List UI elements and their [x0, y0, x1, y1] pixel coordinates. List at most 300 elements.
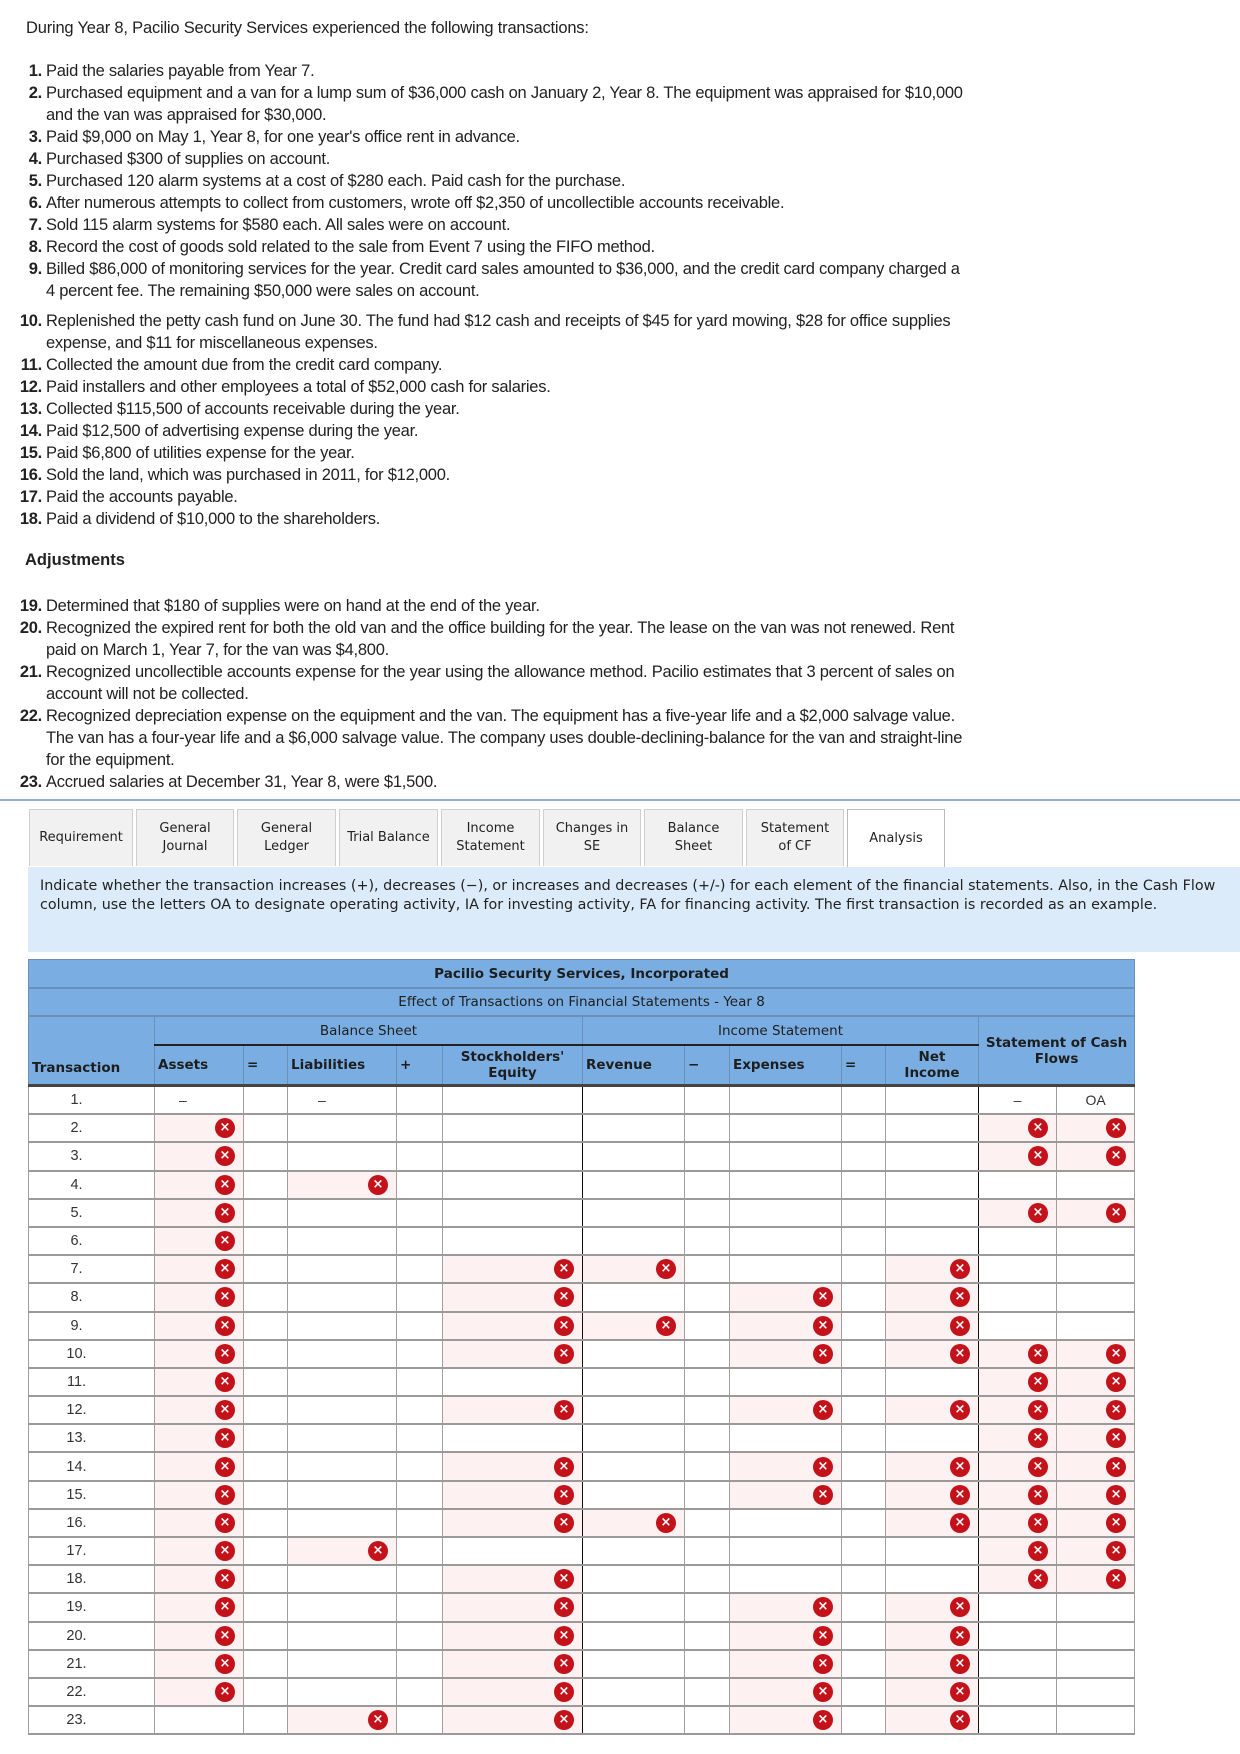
item-number: 15. — [19, 444, 42, 462]
equals-cell — [244, 1424, 288, 1452]
assets-cell[interactable] — [155, 1537, 244, 1565]
item-number: 17. — [19, 488, 42, 506]
table-row — [29, 1199, 1135, 1227]
incorrect-icon: × — [950, 1710, 970, 1730]
net-income-cell[interactable] — [886, 1199, 979, 1227]
item-text-line: Purchased 120 alarm systems at a cost of $280 each. Paid cash for the purchase. — [46, 172, 626, 190]
revenue-cell[interactable] — [583, 1650, 685, 1678]
list-item — [0, 376, 1220, 398]
cash-flow-activity-cell[interactable] — [1057, 1481, 1135, 1509]
table-row — [29, 1283, 1135, 1311]
equity-cell[interactable] — [443, 1227, 583, 1255]
stockholders-equity-header: Stockholders' Equity — [443, 1045, 583, 1086]
equity-cell[interactable] — [443, 1706, 583, 1734]
expenses-cell[interactable] — [730, 1593, 842, 1621]
net-income-cell[interactable] — [886, 1509, 979, 1537]
equals-cell-2 — [842, 1565, 886, 1593]
revenue-cell[interactable] — [583, 1565, 685, 1593]
tab-income[interactable] — [441, 809, 540, 866]
tab-changes-in[interactable] — [543, 809, 641, 866]
revenue-cell[interactable] — [583, 1340, 685, 1368]
cash-flow-sign-cell[interactable] — [979, 1565, 1057, 1593]
cash-flow-sign-cell[interactable] — [979, 1424, 1057, 1452]
cash-flow-activity-cell[interactable] — [1057, 1509, 1135, 1537]
equals-cell — [244, 1255, 288, 1283]
expenses-cell[interactable] — [730, 1114, 842, 1142]
plus-cell — [397, 1452, 443, 1480]
incorrect-icon: × — [1028, 1372, 1048, 1392]
assets-cell[interactable] — [155, 1142, 244, 1170]
cash-flow-sign-cell[interactable] — [979, 1537, 1057, 1565]
tab-requirement[interactable] — [29, 809, 133, 866]
item-text-line: Sold 115 alarm systems for $580 each. All sales were on account. — [46, 216, 511, 234]
assets-cell[interactable] — [155, 1199, 244, 1227]
revenue-cell[interactable] — [583, 1171, 685, 1199]
liabilities-cell[interactable] — [288, 1537, 397, 1565]
cash-flow-sign-cell[interactable] — [979, 1142, 1057, 1170]
tab-general[interactable] — [237, 809, 336, 866]
item-text-line: paid on March 1, Year 7, for the van was $4,800. — [46, 641, 389, 659]
equity-cell[interactable] — [443, 1481, 583, 1509]
net-income-cell[interactable] — [886, 1678, 979, 1706]
cash-flow-sign-cell[interactable] — [979, 1593, 1057, 1621]
item-number: 12. — [19, 378, 42, 396]
equity-cell[interactable] — [443, 1650, 583, 1678]
incorrect-icon: × — [813, 1457, 833, 1477]
cash-flow-sign-cell[interactable] — [979, 1368, 1057, 1396]
equity-cell[interactable] — [443, 1086, 583, 1115]
tab-statement[interactable] — [746, 809, 844, 866]
liabilities-cell[interactable] — [288, 1706, 397, 1734]
assets-cell[interactable] — [155, 1312, 244, 1340]
assets-cell[interactable] — [155, 1706, 244, 1734]
equity-cell[interactable] — [443, 1312, 583, 1340]
assets-header: Assets — [155, 1045, 244, 1086]
liabilities-cell[interactable] — [288, 1312, 397, 1340]
liabilities-cell[interactable] — [288, 1086, 397, 1115]
assets-cell[interactable] — [155, 1678, 244, 1706]
equity-cell[interactable] — [443, 1565, 583, 1593]
cash-flow-sign-cell[interactable] — [979, 1622, 1057, 1650]
net-income-cell[interactable] — [886, 1593, 979, 1621]
cash-flow-activity-cell[interactable] — [1057, 1368, 1135, 1396]
item-text-line: Collected the amount due from the credit card company. — [46, 356, 443, 374]
cash-flow-activity-cell[interactable] — [1057, 1086, 1135, 1115]
expenses-cell[interactable] — [730, 1312, 842, 1340]
tab-balance[interactable] — [644, 809, 743, 866]
net-income-cell[interactable] — [886, 1622, 979, 1650]
cash-flow-sign-cell[interactable] — [979, 1706, 1057, 1734]
item-number: 10. — [19, 312, 42, 330]
expenses-cell[interactable] — [730, 1481, 842, 1509]
equity-cell[interactable] — [443, 1509, 583, 1537]
assets-cell[interactable] — [155, 1340, 244, 1368]
net-income-cell[interactable] — [886, 1650, 979, 1678]
incorrect-icon: × — [1106, 1344, 1126, 1364]
cash-flow-sign-cell[interactable] — [979, 1227, 1057, 1255]
revenue-cell[interactable] — [583, 1255, 685, 1283]
expenses-cell[interactable] — [730, 1424, 842, 1452]
equity-cell[interactable] — [443, 1424, 583, 1452]
list-item — [0, 310, 1220, 354]
table-row — [29, 1142, 1135, 1170]
net-income-cell[interactable] — [886, 1565, 979, 1593]
incorrect-icon: × — [656, 1513, 676, 1533]
cash-flow-activity-cell[interactable] — [1057, 1227, 1135, 1255]
tab-label: Analysis — [869, 830, 923, 846]
item-text-line: Purchased equipment and a van for a lump sum of $36,000 cash on January 2, Year 8. The equipment was appraised for $10,000 — [46, 84, 963, 102]
expenses-cell[interactable] — [730, 1509, 842, 1537]
cash-flow-activity-cell[interactable] — [1057, 1452, 1135, 1480]
revenue-cell[interactable] — [583, 1678, 685, 1706]
cash-flow-sign-cell[interactable] — [979, 1312, 1057, 1340]
cell-value: – — [318, 1092, 326, 1109]
liabilities-cell[interactable] — [288, 1114, 397, 1142]
assets-cell[interactable] — [155, 1622, 244, 1650]
tab-label: Income Statement — [456, 821, 525, 854]
cash-flow-sign-cell[interactable] — [979, 1086, 1057, 1115]
net-income-cell[interactable] — [886, 1396, 979, 1424]
incorrect-icon: × — [950, 1344, 970, 1364]
expenses-cell[interactable] — [730, 1283, 842, 1311]
plus-cell — [397, 1312, 443, 1340]
table-row — [29, 1452, 1135, 1480]
cash-flow-activity-cell[interactable] — [1057, 1678, 1135, 1706]
liabilities-cell[interactable] — [288, 1340, 397, 1368]
net-income-header: Net Income — [886, 1045, 979, 1086]
cash-flow-sign-cell[interactable] — [979, 1396, 1057, 1424]
assets-cell[interactable] — [155, 1452, 244, 1480]
assets-cell[interactable] — [155, 1650, 244, 1678]
expenses-cell[interactable] — [730, 1255, 842, 1283]
liabilities-cell[interactable] — [288, 1452, 397, 1480]
cash-flow-activity-cell[interactable] — [1057, 1340, 1135, 1368]
revenue-cell[interactable] — [583, 1706, 685, 1734]
list-item — [0, 508, 1220, 530]
equity-cell[interactable] — [443, 1622, 583, 1650]
net-income-cell[interactable] — [886, 1706, 979, 1734]
cash-flow-sign-cell[interactable] — [979, 1171, 1057, 1199]
plus-cell — [397, 1509, 443, 1537]
net-income-cell[interactable] — [886, 1086, 979, 1115]
table-row — [29, 1481, 1135, 1509]
minus-cell — [685, 1537, 730, 1565]
liabilities-cell[interactable] — [288, 1368, 397, 1396]
incorrect-icon: × — [215, 1175, 235, 1195]
incorrect-icon: × — [813, 1597, 833, 1617]
revenue-cell[interactable] — [583, 1537, 685, 1565]
plus-cell — [397, 1368, 443, 1396]
revenue-cell[interactable] — [583, 1227, 685, 1255]
net-income-cell[interactable] — [886, 1283, 979, 1311]
item-text — [46, 617, 954, 661]
expenses-cell[interactable] — [730, 1650, 842, 1678]
equals-cell — [244, 1509, 288, 1537]
item-text — [46, 508, 380, 530]
liabilities-cell[interactable] — [288, 1227, 397, 1255]
net-income-cell[interactable] — [886, 1142, 979, 1170]
liabilities-cell[interactable] — [288, 1424, 397, 1452]
expenses-cell[interactable] — [730, 1452, 842, 1480]
net-income-cell[interactable] — [886, 1340, 979, 1368]
revenue-cell[interactable] — [583, 1593, 685, 1621]
incorrect-icon: × — [1028, 1513, 1048, 1533]
assets-cell[interactable] — [155, 1565, 244, 1593]
incorrect-icon: × — [1028, 1118, 1048, 1138]
revenue-cell[interactable] — [583, 1622, 685, 1650]
net-income-cell[interactable] — [886, 1312, 979, 1340]
expenses-cell[interactable] — [730, 1086, 842, 1115]
cash-flow-activity-cell[interactable] — [1057, 1424, 1135, 1452]
cash-flow-sign-cell[interactable] — [979, 1452, 1057, 1480]
liabilities-cell[interactable] — [288, 1481, 397, 1509]
revenue-cell[interactable] — [583, 1086, 685, 1115]
transaction-number: 13. — [29, 1424, 155, 1452]
incorrect-icon: × — [950, 1316, 970, 1336]
expenses-cell[interactable] — [730, 1537, 842, 1565]
equity-cell[interactable] — [443, 1199, 583, 1227]
expenses-cell[interactable] — [730, 1368, 842, 1396]
transaction-number: 20. — [29, 1622, 155, 1650]
equals-cell-2 — [842, 1283, 886, 1311]
cash-flow-activity-cell[interactable] — [1057, 1199, 1135, 1227]
net-income-cell[interactable] — [886, 1537, 979, 1565]
revenue-cell[interactable] — [583, 1368, 685, 1396]
cash-flow-activity-cell[interactable] — [1057, 1565, 1135, 1593]
equals-cell — [244, 1199, 288, 1227]
net-income-cell[interactable] — [886, 1481, 979, 1509]
incorrect-icon: × — [813, 1316, 833, 1336]
plus-cell — [397, 1706, 443, 1734]
intro-text: During Year 8, Pacilio Security Services experienced the following transactions: — [26, 19, 589, 37]
expenses-cell[interactable] — [730, 1565, 842, 1593]
item-number: 6. — [28, 194, 42, 212]
equity-cell[interactable] — [443, 1114, 583, 1142]
equity-cell[interactable] — [443, 1396, 583, 1424]
table-title: Pacilio Security Services, Incorporated — [29, 960, 1135, 989]
plus-cell — [397, 1142, 443, 1170]
item-text — [46, 486, 238, 508]
income-statement-header: Income Statement — [583, 1016, 979, 1045]
revenue-cell[interactable] — [583, 1424, 685, 1452]
net-income-cell[interactable] — [886, 1368, 979, 1396]
assets-cell[interactable] — [155, 1114, 244, 1142]
liabilities-cell[interactable] — [288, 1678, 397, 1706]
cash-flow-activity-cell[interactable] — [1057, 1593, 1135, 1621]
assets-cell[interactable] — [155, 1481, 244, 1509]
equals-cell — [244, 1706, 288, 1734]
assets-cell[interactable] — [155, 1283, 244, 1311]
cash-flow-sign-cell[interactable] — [979, 1340, 1057, 1368]
minus-cell — [685, 1593, 730, 1621]
liabilities-cell[interactable] — [288, 1565, 397, 1593]
item-number: 22. — [19, 707, 42, 725]
equity-cell[interactable] — [443, 1452, 583, 1480]
minus-cell — [685, 1706, 730, 1734]
transaction-number: 15. — [29, 1481, 155, 1509]
cash-flow-activity-cell[interactable] — [1057, 1312, 1135, 1340]
cash-flow-activity-cell[interactable] — [1057, 1114, 1135, 1142]
cash-flow-sign-cell[interactable] — [979, 1283, 1057, 1311]
tab-trial-balance[interactable] — [339, 809, 438, 866]
item-text-line: Sold the land, which was purchased in 2011, for $12,000. — [46, 466, 450, 484]
expenses-cell[interactable] — [730, 1678, 842, 1706]
transaction-number: 18. — [29, 1565, 155, 1593]
minus-cell — [685, 1171, 730, 1199]
incorrect-icon: × — [1106, 1457, 1126, 1477]
revenue-cell[interactable] — [583, 1283, 685, 1311]
cash-flow-activity-cell[interactable] — [1057, 1171, 1135, 1199]
incorrect-icon: × — [950, 1485, 970, 1505]
cash-flow-sign-cell[interactable] — [979, 1255, 1057, 1283]
revenue-cell[interactable] — [583, 1312, 685, 1340]
equity-cell[interactable] — [443, 1368, 583, 1396]
expenses-cell[interactable] — [730, 1142, 842, 1170]
revenue-cell[interactable] — [583, 1509, 685, 1537]
item-text — [46, 442, 355, 464]
assets-cell[interactable] — [155, 1086, 244, 1115]
cash-flow-activity-cell[interactable] — [1057, 1650, 1135, 1678]
liabilities-cell[interactable] — [288, 1283, 397, 1311]
cash-flow-activity-cell[interactable] — [1057, 1706, 1135, 1734]
equity-cell[interactable] — [443, 1537, 583, 1565]
equity-cell[interactable] — [443, 1340, 583, 1368]
assets-cell[interactable] — [155, 1424, 244, 1452]
equity-cell[interactable] — [443, 1255, 583, 1283]
list-item — [0, 464, 1220, 486]
revenue-cell[interactable] — [583, 1452, 685, 1480]
cash-flow-activity-cell[interactable] — [1057, 1622, 1135, 1650]
item-text — [46, 354, 442, 376]
expenses-cell[interactable] — [730, 1227, 842, 1255]
cash-flow-sign-cell[interactable] — [979, 1199, 1057, 1227]
liabilities-cell[interactable] — [288, 1509, 397, 1537]
item-text — [46, 82, 963, 126]
revenue-cell[interactable] — [583, 1199, 685, 1227]
net-income-cell[interactable] — [886, 1171, 979, 1199]
equals-cell — [244, 1565, 288, 1593]
liabilities-cell[interactable] — [288, 1593, 397, 1621]
net-income-cell[interactable] — [886, 1452, 979, 1480]
assets-cell[interactable] — [155, 1593, 244, 1621]
liabilities-cell[interactable] — [288, 1199, 397, 1227]
minus-cell — [685, 1086, 730, 1115]
plus-cell — [397, 1086, 443, 1115]
liabilities-cell[interactable] — [288, 1622, 397, 1650]
minus-header: − — [685, 1045, 730, 1086]
plus-cell — [397, 1227, 443, 1255]
equals-cell — [244, 1340, 288, 1368]
expenses-cell[interactable] — [730, 1199, 842, 1227]
cash-flow-activity-cell[interactable] — [1057, 1142, 1135, 1170]
cash-flow-sign-cell[interactable] — [979, 1509, 1057, 1537]
assets-cell[interactable] — [155, 1396, 244, 1424]
item-text-line: Record the cost of goods sold related to the sale from Event 7 using the FIFO method. — [46, 238, 655, 256]
tab-analysis[interactable] — [847, 809, 945, 867]
liabilities-cell[interactable] — [288, 1142, 397, 1170]
net-income-cell[interactable] — [886, 1255, 979, 1283]
revenue-cell[interactable] — [583, 1481, 685, 1509]
minus-cell — [685, 1283, 730, 1311]
item-number: 9. — [28, 260, 42, 278]
equity-cell[interactable] — [443, 1593, 583, 1621]
equity-cell[interactable] — [443, 1142, 583, 1170]
net-income-cell[interactable] — [886, 1114, 979, 1142]
assets-cell[interactable] — [155, 1368, 244, 1396]
liabilities-cell[interactable] — [288, 1396, 397, 1424]
minus-cell — [685, 1368, 730, 1396]
net-income-cell[interactable] — [886, 1424, 979, 1452]
incorrect-icon: × — [813, 1344, 833, 1364]
table-row — [29, 1678, 1135, 1706]
item-number: 2. — [28, 84, 42, 102]
cash-flow-activity-cell[interactable] — [1057, 1255, 1135, 1283]
cash-flow-activity-cell[interactable] — [1057, 1283, 1135, 1311]
tab-label: General Ledger — [260, 821, 313, 854]
incorrect-icon: × — [950, 1682, 970, 1702]
equals-cell — [244, 1171, 288, 1199]
expenses-cell[interactable] — [730, 1396, 842, 1424]
cash-flow-sign-cell[interactable] — [979, 1481, 1057, 1509]
tab-general[interactable] — [136, 809, 234, 866]
minus-cell — [685, 1312, 730, 1340]
transaction-number: 7. — [29, 1255, 155, 1283]
item-text-line: Paid $6,800 of utilities expense for the year. — [46, 444, 355, 462]
net-income-cell[interactable] — [886, 1227, 979, 1255]
assets-cell[interactable] — [155, 1509, 244, 1537]
incorrect-icon: × — [554, 1597, 574, 1617]
minus-cell — [685, 1565, 730, 1593]
equity-cell[interactable] — [443, 1283, 583, 1311]
expenses-cell[interactable] — [730, 1622, 842, 1650]
revenue-cell[interactable] — [583, 1142, 685, 1170]
transaction-number: 1. — [29, 1086, 155, 1115]
expenses-cell[interactable] — [730, 1340, 842, 1368]
item-text-line: Determined that $180 of supplies were on hand at the end of the year. — [46, 597, 540, 615]
cash-flow-activity-cell[interactable] — [1057, 1537, 1135, 1565]
list-item — [0, 82, 1220, 126]
list-item — [0, 60, 1220, 82]
equity-cell[interactable] — [443, 1171, 583, 1199]
liabilities-cell[interactable] — [288, 1650, 397, 1678]
table-row — [29, 1227, 1135, 1255]
equity-cell[interactable] — [443, 1678, 583, 1706]
cash-flow-sign-cell[interactable] — [979, 1678, 1057, 1706]
expenses-cell[interactable] — [730, 1171, 842, 1199]
item-text-line: for the equipment. — [46, 751, 175, 769]
assets-cell[interactable] — [155, 1255, 244, 1283]
liabilities-cell[interactable] — [288, 1255, 397, 1283]
table-row — [29, 1255, 1135, 1283]
equals-cell-2 — [842, 1340, 886, 1368]
item-number: 20. — [19, 619, 42, 637]
assets-cell[interactable] — [155, 1227, 244, 1255]
transaction-number: 11. — [29, 1368, 155, 1396]
incorrect-icon: × — [1028, 1344, 1048, 1364]
transaction-number: 6. — [29, 1227, 155, 1255]
item-text-line: Replenished the petty cash fund on June 30. The fund had $12 cash and receipts of $45 for yard mowing, $28 for office supplies — [46, 312, 951, 330]
table-row — [29, 1593, 1135, 1621]
cash-flow-sign-cell[interactable] — [979, 1650, 1057, 1678]
cash-flow-activity-cell[interactable] — [1057, 1396, 1135, 1424]
revenue-cell[interactable] — [583, 1396, 685, 1424]
expenses-cell[interactable] — [730, 1706, 842, 1734]
cash-flow-sign-cell[interactable] — [979, 1114, 1057, 1142]
incorrect-icon: × — [215, 1118, 235, 1138]
liabilities-cell[interactable] — [288, 1171, 397, 1199]
assets-cell[interactable] — [155, 1171, 244, 1199]
revenue-cell[interactable] — [583, 1114, 685, 1142]
